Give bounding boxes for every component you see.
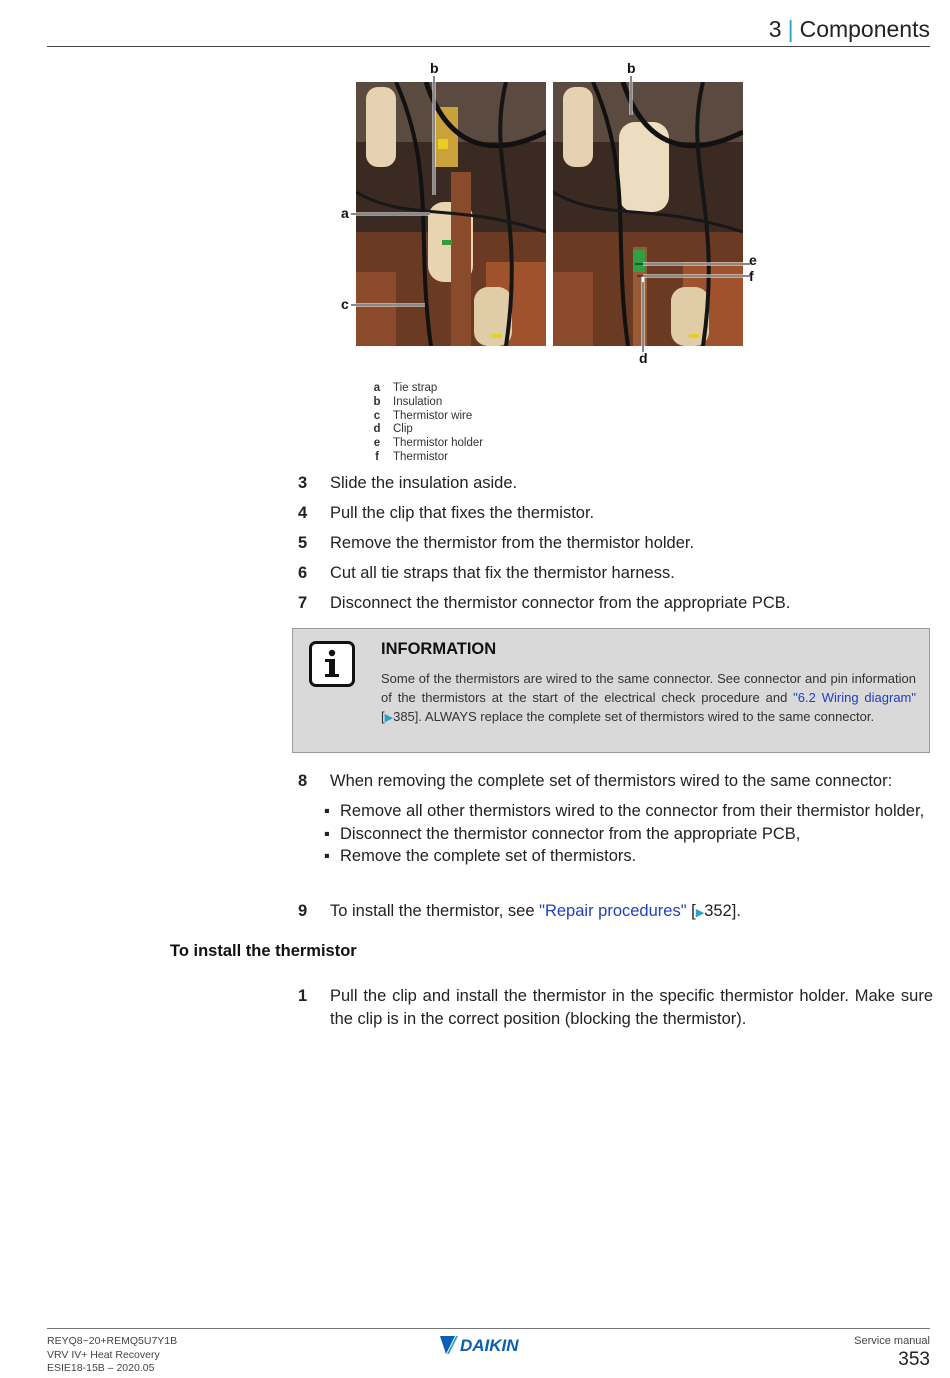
bullet-list: [323, 800, 933, 868]
daikin-logo: [438, 1333, 542, 1362]
footer-product: VRV IV+ Heat Recovery: [47, 1348, 160, 1361]
step-9: [298, 900, 933, 925]
legend-text: Insulation: [393, 395, 443, 408]
step-text: Cut all tie straps that fix the thermistor harness.: [330, 564, 675, 582]
page-ref-arrow-icon: ▶: [695, 907, 705, 919]
callout-a: a: [341, 205, 349, 221]
chapter-title: [769, 16, 930, 43]
callout-lines: [335, 60, 765, 370]
info-text-end: ]. ALWAYS replace the complete set of thermistors wired to the same connector.: [414, 709, 875, 724]
chapter-name: Components: [799, 16, 930, 42]
callout-b-right: b: [627, 60, 636, 76]
bullet-marker: ▪: [324, 824, 330, 843]
chapter-number: 3: [768, 16, 782, 42]
step-text: Remove the thermistor from the thermistor holder.: [330, 534, 695, 552]
legend-row: [370, 437, 483, 451]
legend-key: e: [373, 437, 381, 450]
step-item: [298, 985, 933, 1031]
section-subheading: To install the thermistor: [170, 942, 357, 960]
step-8: [298, 770, 933, 793]
bullet-item: [323, 823, 933, 846]
legend-key: b: [373, 395, 381, 408]
step-item: [298, 592, 933, 622]
info-page-ref: 385: [393, 709, 415, 724]
step-page-ref: 352: [704, 902, 732, 920]
step-number: 9: [298, 902, 308, 920]
steps-list: [298, 472, 933, 622]
info-icon: [309, 641, 355, 687]
callout-b-left: b: [430, 60, 439, 76]
bullet-text: Remove all other thermistors wired to the connector from their thermistor holder,: [340, 802, 925, 820]
thermistor-figure: [335, 60, 765, 370]
step-bracket: [: [686, 902, 696, 920]
legend-text: Clip: [393, 423, 413, 436]
bullet-text: Disconnect the thermistor connector from the appropriate PCB,: [340, 824, 801, 843]
bullet-marker: ▪: [324, 802, 330, 820]
legend-key: f: [375, 450, 379, 463]
step-text: Pull the clip and install the thermistor in the specific thermistor holder. Make sure the clip is in the correct position (blocking the thermistor).: [330, 987, 933, 1028]
page-footer: [47, 1328, 930, 1374]
callout-e: e: [749, 252, 757, 268]
step-number: 5: [298, 534, 308, 552]
daikin-logo-mark: [438, 1333, 542, 1357]
step-item: [298, 900, 933, 925]
step-item: [298, 502, 933, 532]
step-text-end: ].: [731, 902, 741, 920]
step-number: 8: [298, 772, 308, 790]
step-number: 6: [298, 564, 308, 582]
info-title: INFORMATION: [381, 640, 497, 658]
info-bracket: [: [381, 709, 385, 724]
figure-legend: [370, 382, 483, 465]
bullet-text: Remove the complete set of thermistors.: [340, 847, 637, 865]
legend-key: c: [373, 409, 381, 422]
callout-d: d: [639, 350, 648, 366]
bullet-marker: ▪: [324, 847, 330, 865]
legend-row: [370, 382, 483, 396]
step-text: Pull the clip that fixes the thermistor.: [330, 504, 595, 522]
step-number: 3: [298, 474, 308, 492]
bullet-item: [323, 845, 933, 868]
callout-c: c: [341, 296, 349, 312]
page-ref-arrow-icon: ▶: [384, 712, 394, 724]
header-separator: |: [787, 16, 794, 42]
footer-doc-info: [47, 1335, 177, 1376]
info-text: Some of the thermistors are wired to the same connector. See connector and pin information of the thermistors at the start of the electrical check procedure and: [381, 671, 916, 705]
step-text: Disconnect the thermistor connector from the appropriate PCB.: [330, 594, 791, 612]
step-number: 1: [298, 987, 308, 1005]
install-steps: [298, 985, 933, 1031]
step-number: 7: [298, 594, 308, 612]
legend-key: d: [373, 423, 381, 436]
legend-row: [370, 423, 483, 437]
step-item: [298, 562, 933, 592]
legend-text: Thermistor: [393, 450, 448, 463]
footer-manual-type: Service manual: [854, 1335, 930, 1347]
info-body: [381, 669, 916, 728]
repair-procedures-link[interactable]: "Repair procedures": [539, 902, 687, 920]
legend-row: [370, 451, 483, 465]
step-text: To install the thermistor, see: [330, 902, 540, 920]
legend-row: [370, 396, 483, 410]
page-header: [47, 14, 930, 47]
legend-text: Thermistor holder: [393, 437, 484, 450]
bullet-item: [323, 800, 933, 823]
footer-model: REYQ8~20+REMQ5U7Y1B: [47, 1335, 178, 1347]
wiring-diagram-link[interactable]: "6.2 Wiring diagram": [793, 690, 917, 705]
legend-key: a: [373, 382, 381, 394]
step-item: [298, 770, 933, 793]
step-number: 4: [298, 504, 308, 522]
footer-doc-code: ESIE18-15B – 2020.05: [47, 1362, 155, 1374]
information-box: [292, 628, 930, 753]
step-text: When removing the complete set of thermistors wired to the same connector:: [330, 772, 893, 790]
legend-row: [370, 410, 483, 424]
step-text: Slide the insulation aside.: [330, 474, 518, 492]
callout-f: f: [749, 268, 754, 284]
step-item: [298, 532, 933, 562]
legend-text: Thermistor wire: [393, 409, 473, 422]
page-number: 353: [898, 1349, 930, 1370]
brand-text: DAIKIN: [460, 1336, 519, 1355]
legend-text: Tie strap: [393, 382, 438, 394]
step-item: [298, 472, 933, 502]
